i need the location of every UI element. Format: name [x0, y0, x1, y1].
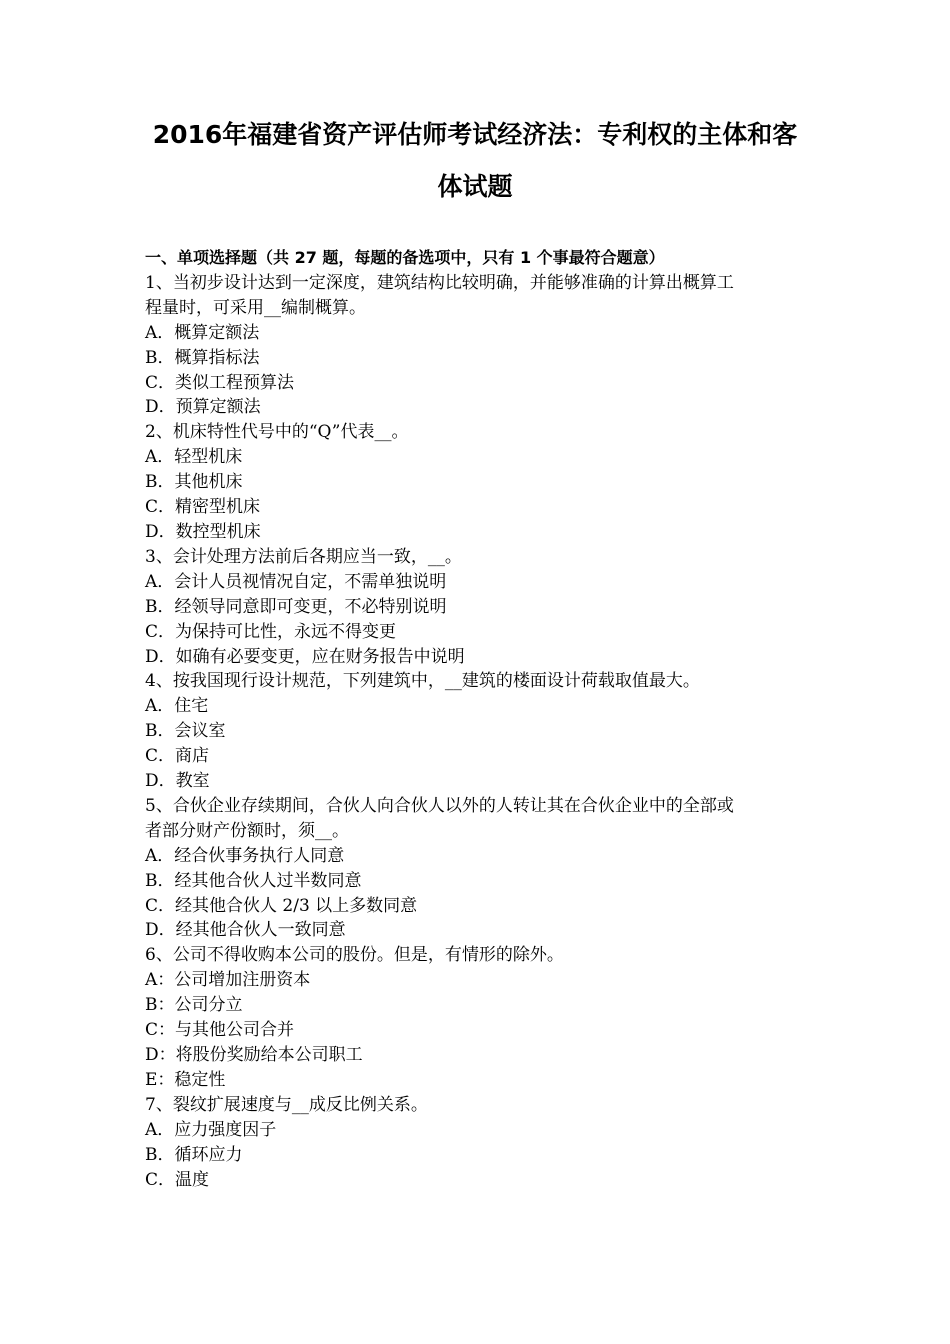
answer-option: D．预算定额法: [145, 397, 261, 418]
question-text: 者部分财产份额时，须__。: [145, 820, 349, 841]
question-text: 2、机床特性代号中的“Q”代表__。: [145, 422, 409, 443]
answer-option: C．商店: [145, 746, 210, 767]
answer-option: D：将股份奖励给本公司职工: [145, 1045, 363, 1065]
answer-option: D．教室: [145, 771, 210, 792]
answer-option: C：与其他公司合并: [145, 1020, 295, 1041]
answer-option: B．经领导同意即可变更，不必特别说明: [145, 596, 447, 617]
question-text: 3、会计处理方法前后各期应当一致，__。: [145, 546, 462, 567]
answer-option: A．经合伙事务执行人同意: [145, 845, 345, 866]
answer-option: D．如确有必要变更，应在财务报告中说明: [145, 646, 465, 667]
answer-option: D．经其他合伙人一致同意: [145, 920, 346, 941]
answer-option: A．住宅: [145, 696, 209, 717]
answer-option: B：公司分立: [145, 995, 243, 1016]
answer-option: B．概算指标法: [145, 347, 260, 368]
answer-option: A．应力强度因子: [145, 1119, 277, 1140]
answer-option: A：公司增加注册资本: [145, 970, 311, 991]
answer-option: C．经其他合伙人 2/3 以上多数同意: [145, 895, 418, 916]
question-text: 程量时，可采用__编制概算。: [145, 297, 366, 318]
answer-option: C．为保持可比性，永远不得变更: [145, 621, 397, 642]
answer-option: B．其他机床: [145, 472, 243, 493]
document-title-line-1: 2016年福建省资产评估师考试经济法：专利权的主体和客: [152, 120, 798, 149]
question-text: 4、按我国现行设计规范，下列建筑中，__建筑的楼面设计荷载取值最大。: [145, 671, 700, 692]
document-title-line-2: 体试题: [437, 172, 513, 201]
question-text: 1、当初步设计达到一定深度，建筑结构比较明确，并能够准确的计算出概算工: [145, 272, 734, 293]
answer-option: D．数控型机床: [145, 521, 261, 542]
question-list: [145, 271, 815, 1193]
question-text: 6、公司不得收购本公司的股份。但是，有情形的除外。: [145, 945, 564, 966]
answer-option: A．概算定额法: [145, 322, 260, 343]
section-header: 一、单项选择题（共 27 题，每题的备选项中，只有 1 个事最符合题意）: [145, 248, 665, 267]
answer-option: A．轻型机床: [145, 447, 243, 468]
document-body: [145, 246, 815, 1192]
answer-option: B．循环应力: [145, 1144, 243, 1165]
answer-option: E：稳定性: [145, 1069, 226, 1090]
answer-option: C．类似工程预算法: [145, 372, 295, 393]
answer-option: C．温度: [145, 1169, 210, 1190]
answer-option: C．精密型机床: [145, 497, 261, 518]
answer-option: B．会议室: [145, 721, 226, 742]
answer-option: A．会计人员视情况自定，不需单独说明: [145, 571, 447, 592]
question-text: 5、合伙企业存续期间，合伙人向合伙人以外的人转让其在合伙企业中的全部或: [145, 795, 734, 816]
answer-option: B．经其他合伙人过半数同意: [145, 870, 362, 891]
question-text: 7、裂纹扩展速度与__成反比例关系。: [145, 1094, 428, 1115]
